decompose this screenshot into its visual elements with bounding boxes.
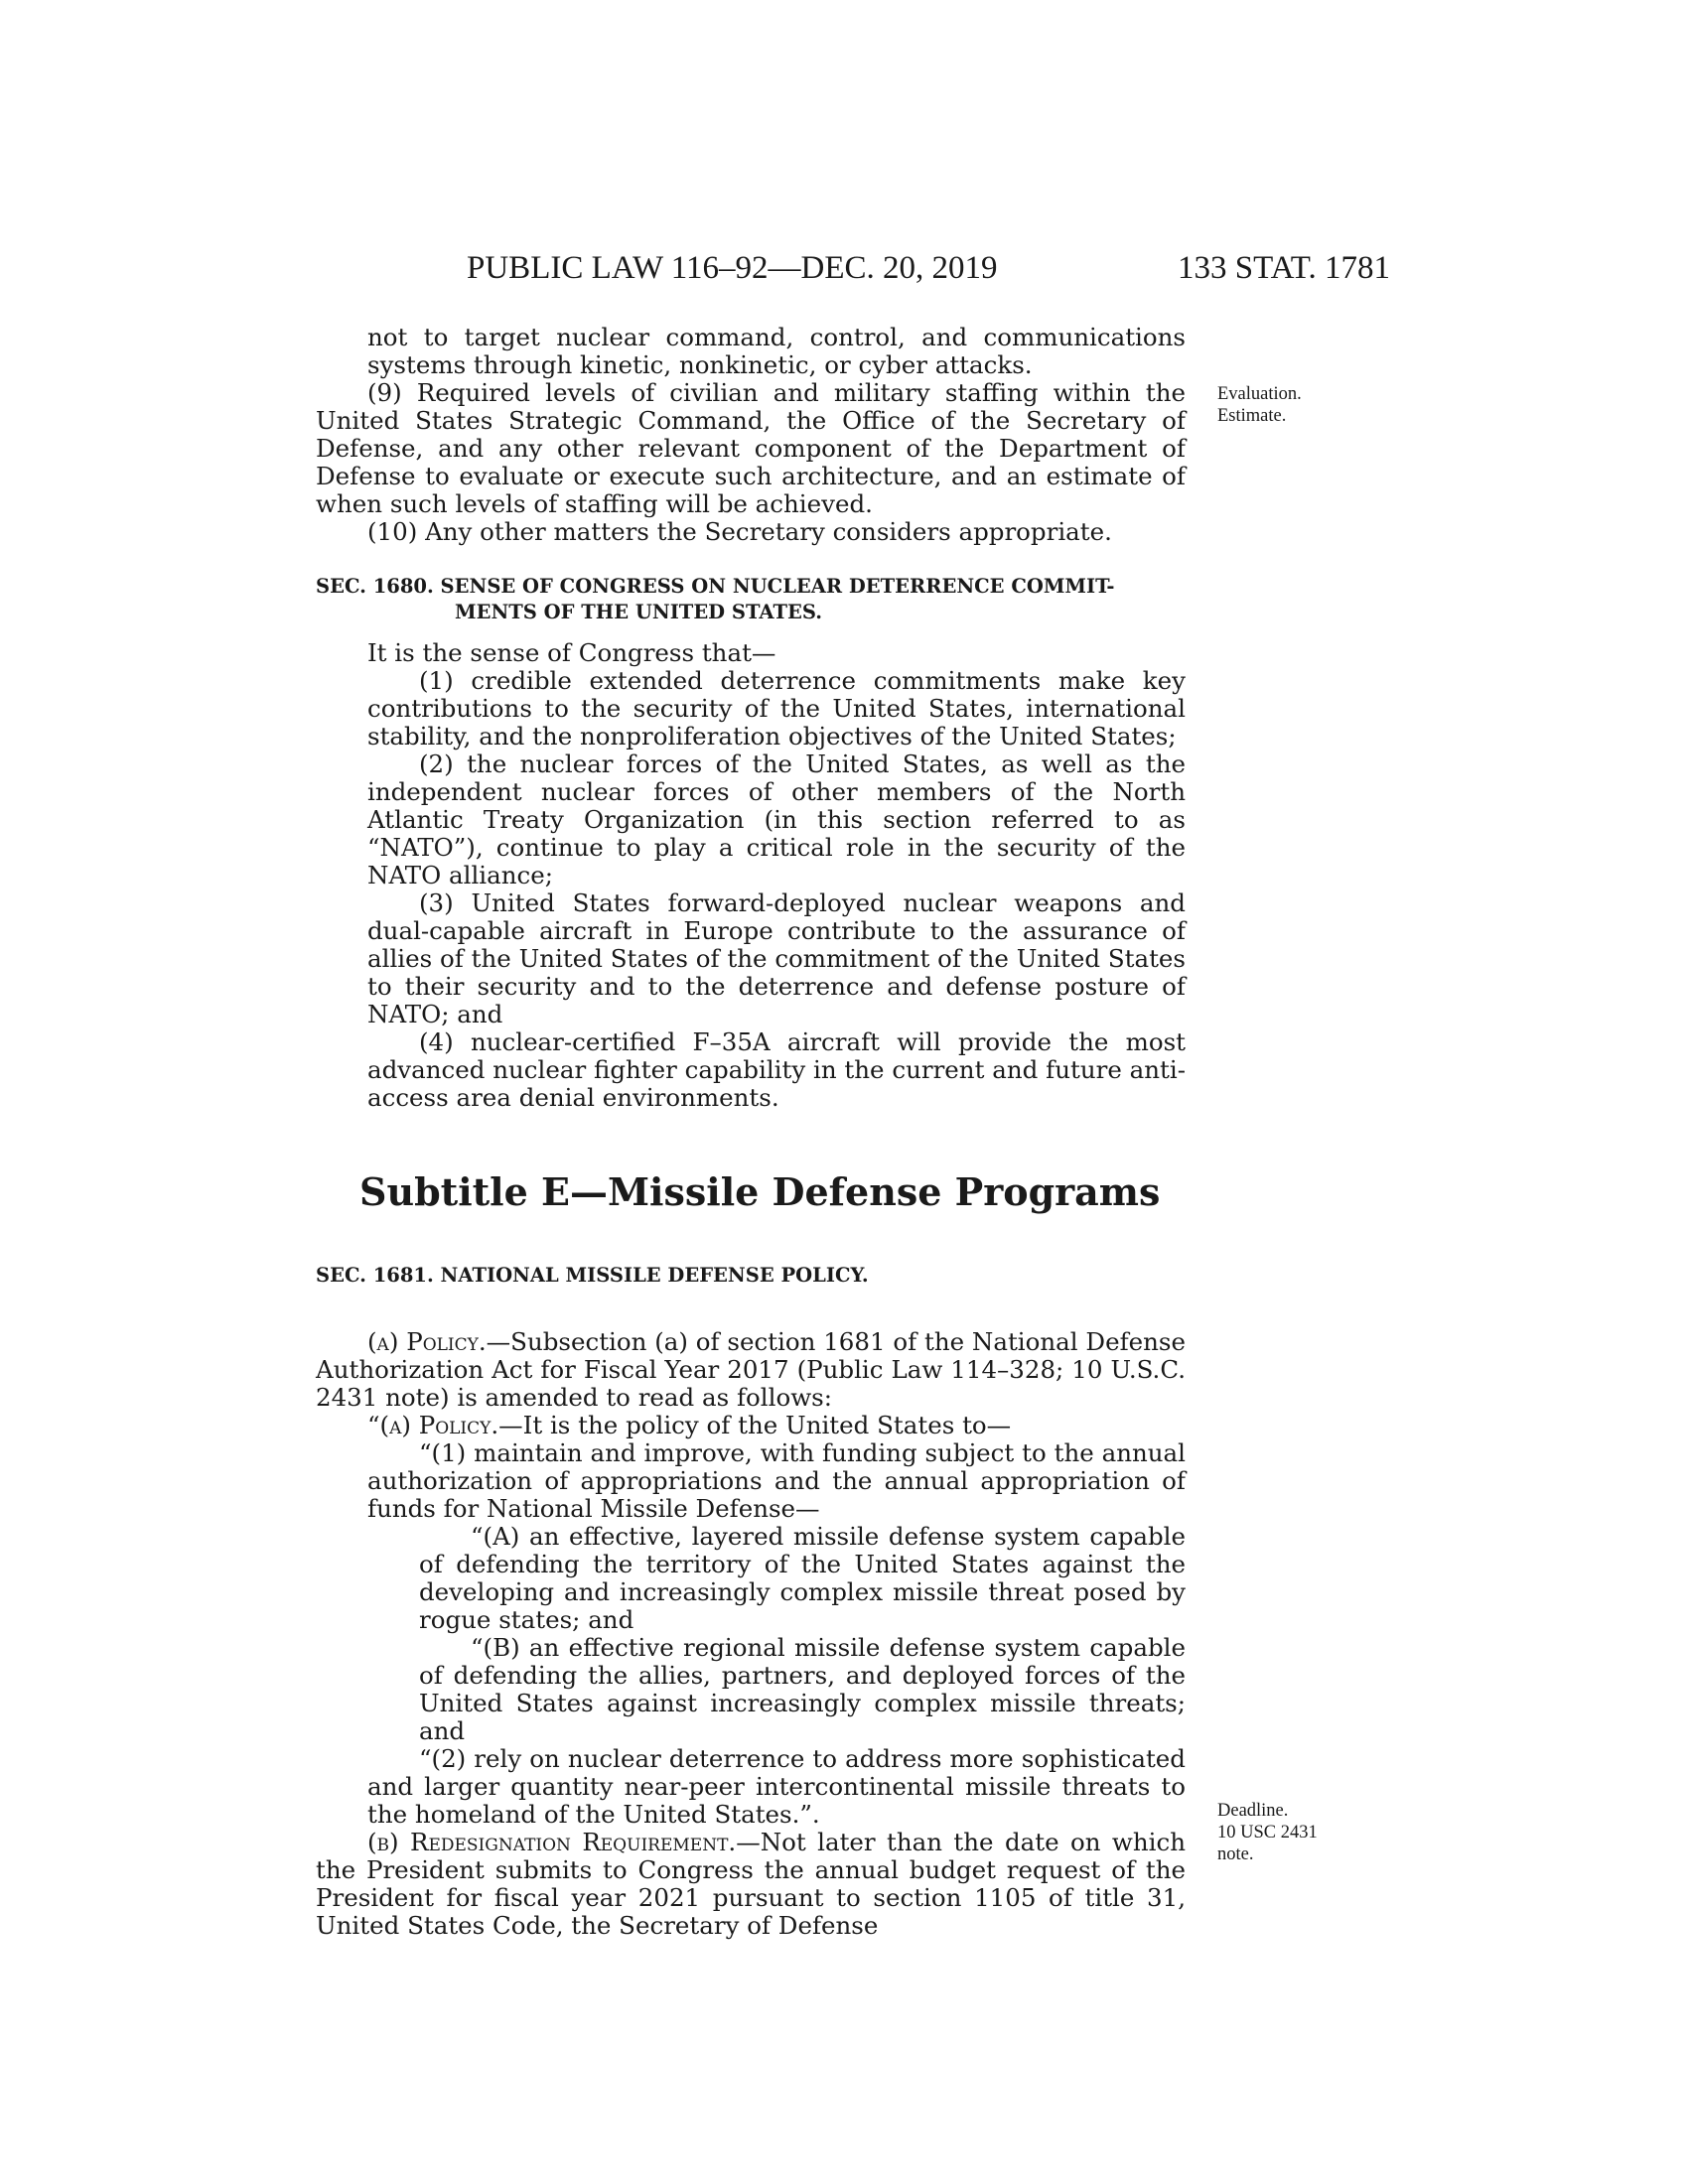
section-heading-line: SEC. 1680. SENSE OF CONGRESS ON NUCLEAR DETERRENCE COMMIT- [316,575,1115,598]
subsection-b-text: —Not later than the date on which the President submits to Congress the annual budget request of the President for fiscal year 2021 pursuant to section 1105 of title 31, United States Code, the Secretary of Defense [316,1828,1186,1940]
margin-note-line: Estimate. [1217,406,1287,426]
page-header [467,250,1390,290]
subsection-a-text: —Subsection (a) of section 1681 of the National Defense Authorization Act for Fiscal Year 2017 (Public Law 114–328; 10 U.S.C. 2431 note) is amended to read as follows: [316,1327,1186,1412]
quoted-item-A: “(A) an effective, layered missile defense system capable of defending the territory of the United States against the developing and increasingly complex missile threat posed by rogue states; and [419,1522,1186,1634]
quoted-item-B: “(B) an effective regional missile defense system capable of defending the allies, partners, and deployed forces of the United States against increasingly complex missile threats; and [419,1633,1186,1745]
quoted-item-1: “(1) maintain and improve, with funding subject to the annual authorization of appropriations and the annual appropriation of funds for National Missile Defense— [367,1438,1186,1523]
margin-note-line: note. [1217,1844,1254,1864]
quoted-a-label: “(a) Policy. [367,1411,499,1439]
sense-item-1: (1) credible extended deterrence commitments make key contributions to the security of the United States, international stability, and the nonproliferation objectives of the United States; [367,666,1186,751]
page-stat-number: 133 STAT. 1781 [1177,250,1390,286]
sense-item-2: (2) the nuclear forces of the United States, as well as the independent nuclear forces of other members of the North Atlantic Treaty Organization (in this section referred to as “NATO”), continue to play a critical role in the security of the NATO alliance; [367,750,1186,889]
subsection-a-paragraph [316,1328,1186,1412]
sense-item-3: (3) United States forward-deployed nuclear weapons and dual-capable aircraft in Europe contribute to the assurance of allies of the United States of the commitment of the United States to their security and to the deterrence and defense posture of NATO; and [367,888,1186,1028]
running-head: PUBLIC LAW 116–92—DEC. 20, 2019 [467,250,998,286]
margin-note-line: Deadline. [1217,1801,1289,1821]
margin-note-evaluation [1217,383,1302,427]
section-heading-line: MENTS OF THE UNITED STATES. [455,601,823,623]
section-1681-body [316,1328,1186,1940]
section-1681-heading: SEC. 1681. NATIONAL MISSILE DEFENSE POLICY. [316,1264,869,1287]
item-9-paragraph: (9) Required levels of civilian and military staffing within the United States Strategic Command, the Office of the Secretary of Defense, and any other relevant component of the Department of Defense to evaluate or execute such architecture, and an estimate of when such levels of staffing will be achieved. [316,378,1186,518]
continuation-block [316,324,1186,546]
subsection-b-paragraph [316,1829,1186,1940]
section-1681-heading-block [316,1263,1186,1289]
subsection-a-label: (a) Policy. [367,1327,487,1356]
carryover-paragraph: not to target nuclear command, control, and communications systems through kinetic, nonkinetic, or cyber attacks. [367,323,1186,379]
section-1680 [316,574,1186,1112]
item-10-paragraph: (10) Any other matters the Secretary considers appropriate. [367,517,1112,546]
sense-item-4: (4) nuclear-certified F–35A aircraft will provide the most advanced nuclear fighter capability in the current and future anti-access area denial environments. [367,1027,1186,1112]
margin-note-deadline [1217,1800,1318,1865]
subtitle-heading: Subtitle E—Missile Defense Programs [359,1169,1161,1214]
subsection-b-label: (b) Redesignation Requirement. [367,1828,737,1856]
margin-note-line: Evaluation. [1217,384,1302,404]
margin-note-line: 10 USC 2431 [1217,1823,1318,1843]
quoted-a-paragraph [316,1412,1186,1439]
sense-intro: It is the sense of Congress that— [367,638,776,667]
quoted-item-2: “(2) rely on nuclear deterrence to address more sophisticated and larger quantity near-peer intercontinental missile threats to the homeland of the United States.”. [367,1744,1186,1829]
section-1680-heading [316,574,1186,625]
quoted-a-text: —It is the policy of the United States to— [498,1411,1012,1439]
